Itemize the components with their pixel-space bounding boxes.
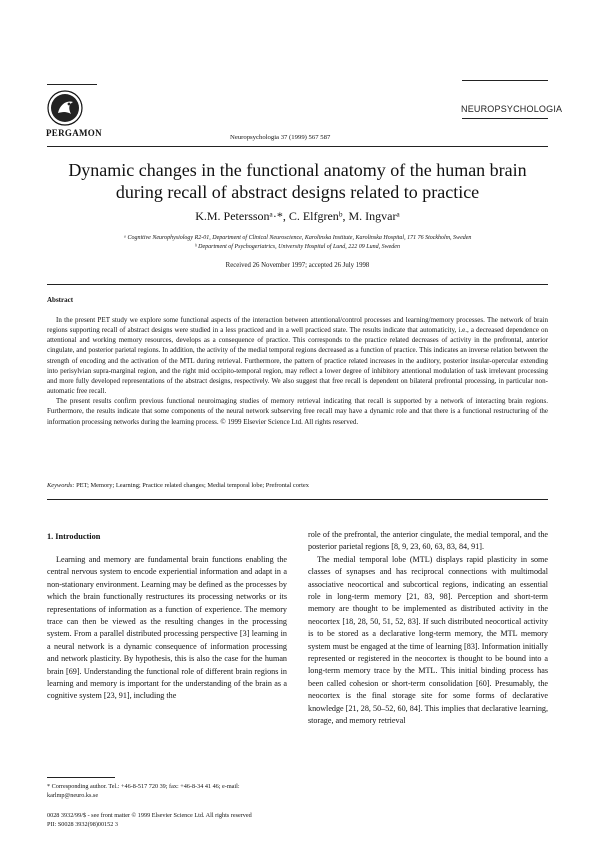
- abstract-paragraph: The present results confirm previous functional neuroimaging studies of memory retrieval indicating that recall is supported by a network of interacting brain regions. Furthermore, the results indicate that some components of the neural network subserving free recall may have a dynamic role and that there is a functional restructuring of the information processing networks during the learning process. © 1999 Elsevier Science Ltd. All rights reserved.: [47, 397, 548, 426]
- body-paragraph: The medial temporal lobe (MTL) displays rapid plasticity in some classes of synapses and has reciprocal connections with multimodal associative neocortical and subcortical regions, indicating an essential role in long-term memory [21, 83, 98]. Perception and short-term memory are thought to be implemented as distributed activity in the neocortex [18, 28, 50, 51, 52, 83]. If such distributed neocortical activity is to be stored as a declarative long-term memory, the MTL memory system must be engaged at the time of learning [83]. Information initially represented or registered in the neocortex is thought to be bound into a long-term memory trace by the MTL. This initial binding process has been called cohesion or short-term consolidation [60]. Presumably, the neocortex is the final storage site for some forms of declarative knowledge [21, 28, 50–52, 60, 84]. This implies that declarative learning, storage, and memory retrieval: [308, 554, 548, 726]
- pii-line: PII: S0028 3932(98)00152 3: [47, 820, 118, 828]
- right-column: [308, 529, 548, 728]
- body-paragraph: Learning and memory are fundamental brain functions enabling the central nervous system to encode experiential information and adapt in a non-stationary environment. Learning may be defined as the processes by which the brain functionally restructures its processing networks or its representations of information as a function of experience. The memory trace can then be viewed as the resulting changes in the processing system. From a parallel distributed processing perspective [3] learning in a neural network is a dynamic consequence of information processing and network plasticity. By hypothesis, this is also the case for the human brain [69]. Understanding the functional role of different brain regions in learning and memory is important for the understanding of the brain as a cognitive system [23, 91], including the: [47, 555, 287, 701]
- body-paragraph: role of the prefrontal, the anterior cingulate, the medial temporal, and the posterior parietal regions [8, 9, 23, 60, 63, 83, 84, 91].: [308, 530, 548, 552]
- footnote-rule: [47, 777, 115, 778]
- title-line-2: during recall of abstract designs related to practice: [115, 181, 480, 202]
- header-rule: [47, 146, 548, 147]
- abstract-top-rule: [47, 284, 548, 285]
- authors: K.M. Peterssonᵃ·*, C. Elfgrenᵇ, M. Ingvarᵃ: [195, 209, 400, 223]
- keywords-label: Keywords:: [47, 482, 75, 489]
- received-date: Received 26 November 1997; accepted 26 July 1998: [225, 262, 370, 269]
- affiliation-b: ᵇ Department of Psychogeriatrics, University Hospital of Lund, 222 09 Lund, Sweden: [195, 243, 400, 250]
- abstract-bottom-rule: [47, 499, 548, 500]
- abstract-body: [47, 315, 548, 427]
- affiliation-a: ᵃ Cognitive Neurophysiology R2-01, Department of Clinical Neuroscience, Karolinska Institute, Karolinska Hospital, 171 76 Stockholm, Sweden: [123, 235, 472, 241]
- abstract-heading: Abstract: [47, 296, 74, 304]
- section-heading-introduction: 1. Introduction: [47, 532, 101, 541]
- pergamon-logo-icon: [47, 90, 83, 126]
- journal-logo: NEUROPSYCHOLOGIA: [461, 104, 563, 114]
- article-title: [30, 160, 565, 203]
- journal-citation: Neuropsychologia 37 (1999) 567 587: [230, 134, 331, 141]
- title-line-1: Dynamic changes in the functional anatomy of the human brain: [68, 160, 527, 180]
- page-footer: [47, 812, 252, 829]
- copyright-line: 0028 3932/99/$ - see front matter © 1999 Elsevier Science Ltd. All rights reserved: [47, 812, 252, 819]
- abstract-paragraph: In the present PET study we explore some functional aspects of the interaction between attentional/control processes and learning/memory processes. The network of brain regions supporting recall of abstract designs were studied in a less practiced and in a well practiced state. The results indicate that automaticity, i.e., a decreased dependence on attentional and working memory resources, develops as a consequence of practice. This corresponds to the practice related decreases of activity in the prefrontal, anterior cingulate, and posterior parietal regions. In addition, the activity of the medial temporal regions decreased as a function of practice. This indicates an inverse relation between the strength of encoding and the activation of the MTL during retrieval. Furthermore, the pattern of practice related increases in the auditory, posterior insular-opercular extending into perisylvian supra-marginal region, and the right mid occipito-temporal region, may reflect a lower degree of inhibitory attentional modulation of task irrelevant processing and more fully developed representations of the abstract designs, respectively. We also suggest that free recall is dependent on bilateral prefrontal processing, in particular non-automatic free recall.: [47, 316, 548, 396]
- top-rule-right: [462, 80, 548, 81]
- publisher-name: PERGAMON: [46, 128, 102, 138]
- top-rule-left: [47, 84, 97, 85]
- journal-logo-underline: [462, 118, 548, 119]
- corresponding-author-footnote: * Corresponding author. Tel.: +46-8-517 720 39; fax: +46-8-34 41 46; e-mail: karlmp@neuro.ks.se: [47, 783, 240, 799]
- keywords-list: PET; Memory; Learning; Practice related changes; Medial temporal lobe; Prefrontal cortex: [76, 482, 309, 489]
- keywords: [47, 482, 548, 489]
- left-column: [47, 554, 287, 703]
